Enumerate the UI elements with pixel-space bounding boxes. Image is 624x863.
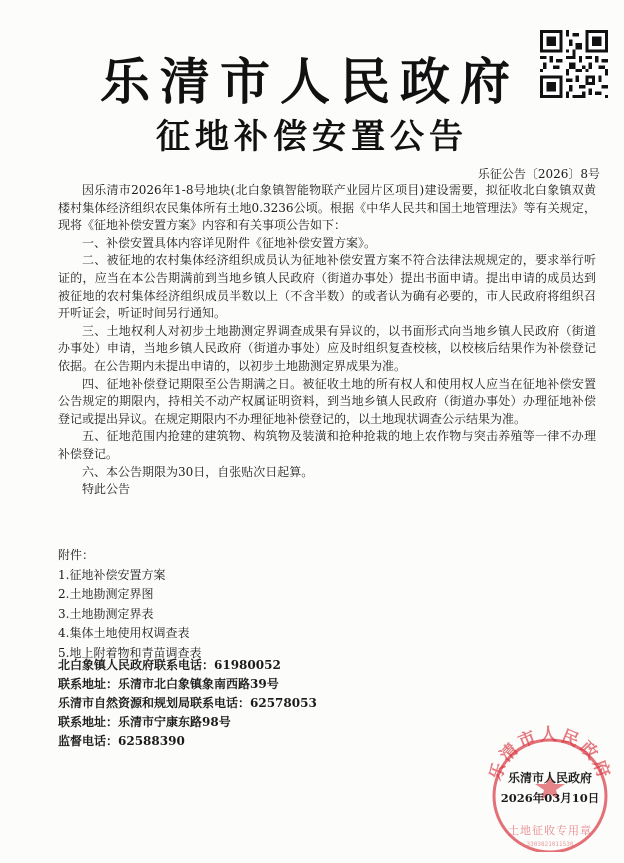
signature-block xyxy=(486,768,614,808)
attachment-item: 3.土地勘测定界表 xyxy=(58,606,154,621)
intro-paragraph: 因乐清市2026年1-8号地块(北白象镇智能物联产业园片区项目)建设需要，拟征收北白象镇双黄楼村集体经济组织农民集体所有土地0.3236公顷。根据《中华人民共和国土地管理法》等有关规定，现将《征地补偿安置方案》内容和有关事项公告如下： xyxy=(58,183,596,233)
notice-title: 征地补偿安置公告 xyxy=(156,117,468,157)
seal-arc-text: 乐清市人民政府 xyxy=(485,725,615,784)
item-6: 六、本公告期限为30日，自张贴次日起算。 xyxy=(82,464,314,479)
seal-serial: 3303821011530 xyxy=(526,841,574,848)
org-title: 乐清市人民政府 xyxy=(100,52,520,111)
notice-body xyxy=(58,182,596,499)
item-3: 三、土地权利人对初步土地勘测定界调查成果有异议的，以书面形式向当地乡镇人民政府（街道办事处）申请，当地乡镇人民政府（街道办事处）应及时组织复查校核，以校核后结果作为补偿登记依据。在公告期内未提出申请的，以初步土地勘测定界成果为准。 xyxy=(58,323,596,373)
document-number: 乐征公告〔2026〕8号 xyxy=(477,167,600,181)
item-4: 四、征地补偿登记期限至公告期满之日。被征收土地的所有权人和使用权人应当在征地补偿安置公告规定的期限内，持相关不动产权属证明资料，到当地乡镇人民政府（街道办事处）办理征地补偿登记或提出异议。在规定期限内不办理征地补偿登记的，以土地现状调查公示结果为准。 xyxy=(58,376,596,426)
seal-center-text: 土地征收专用章 xyxy=(508,824,592,837)
item-5: 五、征地范围内抢建的建筑物、构筑物及装潢和抢种抢栽的地上农作物与突击养殖等一律不办理补偿登记。 xyxy=(58,429,596,461)
contact-line: 北白象镇人民政府联系电话：61980052 xyxy=(58,658,281,672)
item-1: 一、补偿安置具体内容详见附件《征地补偿安置方案》。 xyxy=(82,235,377,250)
contact-line: 乐清市自然资源和规划局联系电话：62578053 xyxy=(58,696,317,710)
item-2: 二、被征地的农村集体经济组织成员认为征地补偿安置方案不符合法律法规规定的，要求举行听证的，应当在本公告期满前到当地乡镇人民政府（街道办事处）提出书面申请。提出申请的成员达到被征地的农村集体经济组织成员半数以上（不含半数）的或者认为确有必要的，市人民政府将组织召开听证会，听证时间另行通知。 xyxy=(58,253,596,321)
contact-line: 监督电话：62588390 xyxy=(58,734,185,748)
contact-info xyxy=(58,656,438,751)
attachments-heading: 附件： xyxy=(58,548,95,562)
attachment-item: 1.征地补偿安置方案 xyxy=(58,567,166,582)
attachment-item: 4.集体土地使用权调查表 xyxy=(58,626,190,640)
attachment-item: 2.土地勘测定界图 xyxy=(58,587,154,601)
signature-org: 乐清市人民政府 xyxy=(507,771,592,785)
attachments-list xyxy=(58,546,358,663)
signature-date: 2026年03月10日 xyxy=(500,791,600,805)
contact-line: 联系地址：乐清市宁康东路98号 xyxy=(58,715,231,729)
attachment-item: 5.地上附着物和青苗调查表 xyxy=(58,645,202,660)
qr-code-icon[interactable] xyxy=(540,30,608,98)
contact-line: 联系地址：乐清市北白象镇象南西路39号 xyxy=(58,677,279,691)
closing-text: 特此公告 xyxy=(82,482,131,497)
